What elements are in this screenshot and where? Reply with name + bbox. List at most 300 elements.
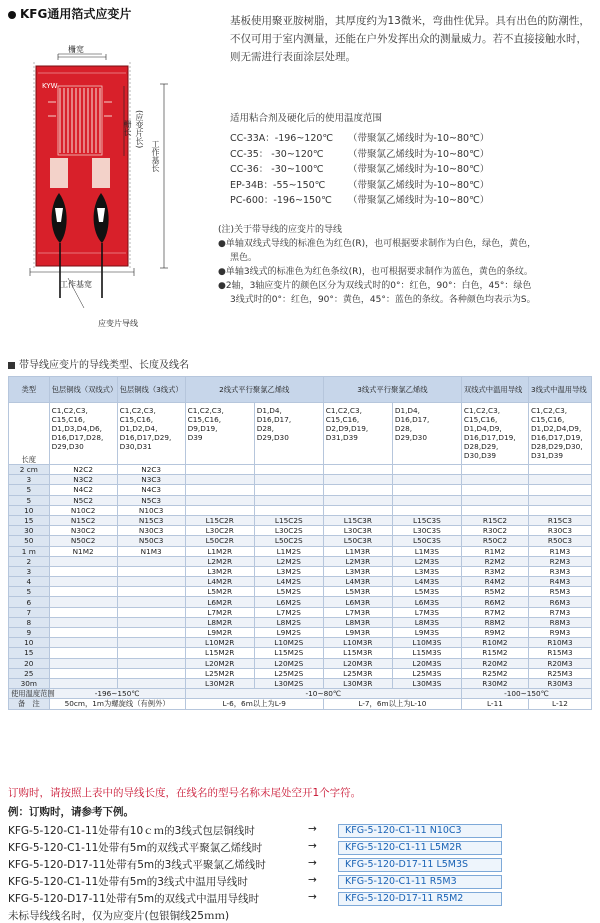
lead-code-cell: L9M3R (323, 628, 392, 638)
lead-code-cell: L4M3R (323, 577, 392, 587)
remark-cell: L-6，6m以上为L-9 (185, 699, 323, 709)
applicable-gauges: C1,C2,C3, C15,C16, D2,D9,D19, D31,D39 (323, 403, 392, 465)
table-row (9, 495, 592, 505)
note-1-continued: 黑色。 (230, 253, 258, 263)
table-row (9, 668, 592, 678)
lead-code-cell (323, 475, 392, 485)
lead-code-cell (117, 607, 185, 617)
lead-code-cell: L30C2S (254, 526, 323, 536)
lead-code-cell: L20M3R (323, 658, 392, 668)
lead-code-cell (392, 485, 461, 495)
lead-code-cell (117, 587, 185, 597)
length-cell: 5 (9, 485, 50, 495)
length-cell: 3 (9, 475, 50, 485)
group-header: 双线式中温用导线 (461, 377, 528, 403)
lead-code-cell (49, 638, 117, 648)
base-width-label: 工作基宽 (60, 280, 92, 289)
length-cell: 10 (9, 505, 50, 515)
order-instruction: 订购时，请按照上表中的导线长度，在线名的型号名称末尾处空开1个字符。 (8, 787, 362, 799)
lead-code-cell (49, 587, 117, 597)
note-2: ●单轴3线式的标准色为红色条纹(R)，也可根据要求制作为蓝色，黄色的条纹。 (218, 267, 533, 277)
lead-code-cell: L9M2R (185, 628, 254, 638)
lead-code-cell: N2C3 (117, 465, 185, 475)
svg-text:KYW: KYW (42, 82, 58, 90)
lead-code-cell: L5M2S (254, 587, 323, 597)
example-code: KFG-5-120-C1-11 R5M3 (338, 875, 502, 889)
length-cell: 4 (9, 577, 50, 587)
lead-code-cell: N4C3 (117, 485, 185, 495)
temp-range-cell: -100~150℃ (461, 689, 591, 699)
strain-gauge-diagram (30, 58, 170, 336)
lead-code-cell: N50C2 (49, 536, 117, 546)
lead-code-cell (117, 678, 185, 688)
pvc-range: （带聚氯乙烯线时为-10~80℃） (348, 195, 490, 206)
lead-code-cell: L15C3R (323, 515, 392, 525)
remark-cell: L-11 (461, 699, 528, 709)
lead-code-cell: R7M2 (461, 607, 528, 617)
lead-code-cell: L8M2R (185, 617, 254, 627)
pvc-range: （带聚氯乙烯线时为-10~80℃） (348, 133, 490, 144)
length-cell: 50 (9, 536, 50, 546)
lead-code-cell (528, 475, 591, 485)
arrow-icon: → (308, 874, 317, 886)
lead-code-cell (117, 628, 185, 638)
table-row (9, 515, 592, 525)
lead-code-cell: R5M3 (528, 587, 591, 597)
temperature-row (230, 146, 592, 162)
example-text: KFG-5-120-D17-11处带有5m的双线式中温用导线时 (8, 893, 260, 905)
lead-code-cell: R7M3 (528, 607, 591, 617)
lead-code-cell (49, 658, 117, 668)
lead-code-cell: R20M3 (528, 658, 591, 668)
grid-width-label: 栅宽 (68, 45, 84, 54)
lead-code-cell: R30M3 (528, 678, 591, 688)
lead-code-cell: L25M3R (323, 668, 392, 678)
length-cell: 5 (9, 495, 50, 505)
lead-code-cell (392, 475, 461, 485)
length-cell: 30m (9, 678, 50, 688)
lead-code-cell: N2C2 (49, 465, 117, 475)
example-text: KFG-5-120-C1-11处带有5m的3线式中温用导线时 (8, 876, 248, 888)
lead-code-cell: R25M2 (461, 668, 528, 678)
lead-code-cell: L8M3R (323, 617, 392, 627)
grid-length-label: 栅长 (123, 120, 132, 136)
lead-code-cell: L50C3S (392, 536, 461, 546)
example-text: KFG-5-120-D17-11处带有5m的3线式平聚氯乙烯线时 (8, 859, 266, 871)
lead-code-cell: L5M3R (323, 587, 392, 597)
table-row (9, 526, 592, 536)
length-cell: 10 (9, 638, 50, 648)
lead-code-cell: R30C3 (528, 526, 591, 536)
base-length-dimension (160, 84, 168, 268)
lead-code-cell: L30M2R (185, 678, 254, 688)
lead-code-cell: N30C3 (117, 526, 185, 536)
pvc-range: （带聚氯乙烯线时为-10~80℃） (348, 164, 490, 175)
lead-code-cell (49, 607, 117, 617)
lead-code-cell: L10M2S (254, 638, 323, 648)
lead-code-cell (185, 485, 254, 495)
table-row (9, 607, 592, 617)
temp-range-cell: -10~80℃ (185, 689, 461, 699)
lead-code-cell: L3M3S (392, 566, 461, 576)
lead-code-cell: L50C2S (254, 536, 323, 546)
lead-code-cell: R20M2 (461, 658, 528, 668)
lead-code-cell: L30M3R (323, 678, 392, 688)
lead-code-cell (117, 566, 185, 576)
lead-code-cell (185, 475, 254, 485)
example-text: KFG-5-120-C1-11处带有5m的双线式平聚氯乙烯线时 (8, 842, 263, 854)
lead-code-cell: N5C2 (49, 495, 117, 505)
length-cell: 1 m (9, 546, 50, 556)
remark-cell: 备 注 (9, 699, 50, 709)
lead-code-cell: R30C2 (461, 526, 528, 536)
table-row (9, 577, 592, 587)
grid-width-dimension (58, 54, 106, 60)
pvc-range: （带聚氯乙烯线时为-10~80℃） (348, 179, 490, 191)
adhesive-range: CC-36： -30~100℃ (230, 164, 324, 175)
lead-code-cell: R50C3 (528, 536, 591, 546)
lead-code-cell (392, 505, 461, 515)
lead-code-cell (185, 465, 254, 475)
lead-code-cell: R3M3 (528, 566, 591, 576)
lead-code-cell (461, 485, 528, 495)
order-example (8, 874, 592, 891)
length-cell: 30 (9, 526, 50, 536)
lead-code-cell: L25M2S (254, 668, 323, 678)
grid-length-dimension (118, 86, 130, 156)
lead-code-cell: L15C2R (185, 515, 254, 525)
lead-code-cell: L4M3S (392, 577, 461, 587)
section-heading: 带导线应变片的导线类型、长度及线名 (8, 356, 189, 371)
page-title: KFG通用箔式应变片 (8, 5, 131, 22)
length-cell: 2 cm (9, 465, 50, 475)
lead-code-cell: R6M2 (461, 597, 528, 607)
lead-code-cell: R8M3 (528, 617, 591, 627)
lead-code-cell: N1M2 (49, 546, 117, 556)
applicable-gauges: D1,D4, D16,D17, D28, D29,D30 (392, 403, 461, 465)
lead-code-cell: R10M2 (461, 638, 528, 648)
lead-code-cell: L20M2S (254, 658, 323, 668)
lead-code-cell (254, 495, 323, 505)
lead-code-cell: L7M2S (254, 607, 323, 617)
applicable-gauges: C1,C2,C3, C15,C16, D1,D2,D4, D16,D17,D29, D30,D31 (117, 403, 185, 465)
example-text: KFG-5-120-C1-11处带有10ｃｍ的3线式包层铜线时 (8, 825, 255, 837)
lead-code-cell (49, 597, 117, 607)
temp-range-cell: 使用温度范围 (9, 689, 50, 699)
lead-code-cell (49, 668, 117, 678)
corner-type: 类型 (9, 377, 50, 403)
lead-code-cell: N3C3 (117, 475, 185, 485)
lead-code-cell: R30M2 (461, 678, 528, 688)
lead-code-cell: R25M3 (528, 668, 591, 678)
lead-code-cell (117, 617, 185, 627)
example-code: KFG-5-120-C1-11 N10C3 (338, 824, 502, 838)
lead-notes (218, 223, 592, 307)
lead-code-cell (117, 668, 185, 678)
applicable-gauges: C1,C2,C3, C15,C16, D1,D2,D4,D9, D16,D17,D19, D28,D29,D30, D31,D39 (528, 403, 591, 465)
lead-code-cell: L20M2R (185, 658, 254, 668)
lead-code-cell: L7M3R (323, 607, 392, 617)
temperature-row (230, 161, 592, 177)
length-cell: 25 (9, 668, 50, 678)
lead-code-cell: R50C2 (461, 536, 528, 546)
group-header: 包层铜线（双线式） (49, 377, 117, 403)
lead-code-cell: R15M3 (528, 648, 591, 658)
lead-code-cell: N15C2 (49, 515, 117, 525)
table-row (9, 658, 592, 668)
adhesive-range: PC-600：-196~150℃ (230, 195, 332, 206)
length-cell: 7 (9, 607, 50, 617)
order-section (8, 785, 592, 923)
lead-code-cell (461, 475, 528, 485)
lead-code-cell: L25M2R (185, 668, 254, 678)
length-cell: 15 (9, 648, 50, 658)
lead-code-cell: L25M3S (392, 668, 461, 678)
lead-code-cell: R10M3 (528, 638, 591, 648)
lead-code-cell: R1M2 (461, 546, 528, 556)
temperature-heading: 适用粘合剂及硬化后的使用温度范围 (230, 113, 383, 124)
lead-code-cell (323, 465, 392, 475)
lead-code-cell: L15C3S (392, 515, 461, 525)
lead-code-cell (117, 577, 185, 587)
applicable-gauges: C1,C2,C3, C15,C16, D1,D4,D9, D16,D17,D19, D28,D29, D30,D39 (461, 403, 528, 465)
arrow-icon: → (308, 823, 317, 835)
group-header: 包层铜线（3线式） (117, 377, 185, 403)
table-row (9, 638, 592, 648)
note-1: ●单轴双线式导线的标准色为红色(R)，也可根据要求制作为白色，绿色，黄色， (218, 239, 537, 249)
length-cell: 15 (9, 515, 50, 525)
pvc-range: （带聚氯乙烯线时为-10~80℃） (348, 148, 490, 160)
lead-code-cell: R1M3 (528, 546, 591, 556)
lead-code-cell: R4M2 (461, 577, 528, 587)
lead-code-cell: L3M2S (254, 566, 323, 576)
lead-code-cell: L6M3S (392, 597, 461, 607)
lead-code-cell: R2M3 (528, 556, 591, 566)
lead-code-cell (461, 505, 528, 515)
lead-code-cell: N15C3 (117, 515, 185, 525)
lead-code-cell: N10C2 (49, 505, 117, 515)
lead-code-cell: L10M2R (185, 638, 254, 648)
table-row (9, 597, 592, 607)
length-cell: 6 (9, 597, 50, 607)
lead-code-cell: R2M2 (461, 556, 528, 566)
lead-code-cell (528, 485, 591, 495)
lead-code-cell (528, 465, 591, 475)
remark-cell: 50cm，1m为螺旋线（有例外） (49, 699, 185, 709)
applicable-gauges: C1,C2,C3, C15,C16, D9,D19, D39 (185, 403, 254, 465)
applicable-gauges: D1,D4, D16,D17, D28, D29,D30 (254, 403, 323, 465)
note-3-continued: 3线式时的0°：红色，90°：黄色，45°：蓝色的条纹。各种颜色均表示为S。 (230, 295, 536, 305)
lead-code-cell: L10M3S (392, 638, 461, 648)
notes-heading: (注)关于带导线的应变片的导线 (218, 225, 343, 235)
adhesive-range: CC-35： -30~120℃ (230, 148, 324, 160)
lead-code-cell: R5M2 (461, 587, 528, 597)
lead-code-cell: L5M2R (185, 587, 254, 597)
lead-code-cell (323, 485, 392, 495)
lead-code-cell: R3M2 (461, 566, 528, 576)
lead-code-cell: L4M2S (254, 577, 323, 587)
lead-code-cell (528, 495, 591, 505)
lead-code-cell (49, 617, 117, 627)
lead-code-cell: L7M3S (392, 607, 461, 617)
example-code: KFG-5-120-D17-11 L5M3S (338, 858, 502, 872)
lead-code-cell: R8M2 (461, 617, 528, 627)
strain-gauge-drawing (30, 58, 170, 336)
lead-code-cell: N3C2 (49, 475, 117, 485)
lead-code-cell: R15M2 (461, 648, 528, 658)
lead-code-cell: L50C3R (323, 536, 392, 546)
lead-code-cell: L6M3R (323, 597, 392, 607)
lead-code-cell: L15M3S (392, 648, 461, 658)
lead-code-cell (117, 597, 185, 607)
table-row (9, 587, 592, 597)
lead-code-cell: L1M3S (392, 546, 461, 556)
example-code: KFG-5-120-C1-11 L5M2R (338, 841, 502, 855)
lead-code-cell (49, 566, 117, 576)
lead-code-cell: L2M3R (323, 556, 392, 566)
lead-code-cell (117, 658, 185, 668)
lead-code-cell: L9M2S (254, 628, 323, 638)
lead-code-cell (254, 475, 323, 485)
product-description: 基板使用聚亚胺树脂，其厚度约为13微米，弯曲性优异。具有出色的防潮性，不仅可用于室内测量，还能在户外发挥出众的测量威力。若不直接接触水时，则无需进行表面涂层处理。 (230, 15, 590, 63)
table-row (9, 465, 592, 475)
lead-code-cell: R4M3 (528, 577, 591, 587)
lead-code-cell: N30C2 (49, 526, 117, 536)
lead-code-cell: L30C3R (323, 526, 392, 536)
length-cell: 5 (9, 587, 50, 597)
lead-code-cell (254, 465, 323, 475)
lead-code-cell: L2M2S (254, 556, 323, 566)
corner-length: 长度 (9, 403, 50, 465)
length-cell: 8 (9, 617, 50, 627)
temperature-row (230, 192, 592, 208)
lead-code-cell (323, 495, 392, 505)
lead-code-cell: L30M2S (254, 678, 323, 688)
applicable-gauges: C1,C2,C3, C15,C16, D1,D3,D4,D6, D16,D17,D28, D29,D30 (49, 403, 117, 465)
lead-code-cell: R9M3 (528, 628, 591, 638)
lead-code-cell: R15C2 (461, 515, 528, 525)
table-row (9, 617, 592, 627)
lead-code-cell: L1M2S (254, 546, 323, 556)
temperature-row (230, 130, 592, 146)
table-row (9, 648, 592, 658)
lead-code-cell (49, 678, 117, 688)
arrow-icon: → (308, 857, 317, 869)
adhesive-range: CC-33A：-196~120℃ (230, 133, 334, 144)
lead-code-cell: L30C2R (185, 526, 254, 536)
lead-code-cell: L5M3S (392, 587, 461, 597)
lead-code-cell: N5C3 (117, 495, 185, 505)
lead-code-cell: L3M3R (323, 566, 392, 576)
lead-code-cell: L9M3S (392, 628, 461, 638)
length-cell: 9 (9, 628, 50, 638)
length-cell: 2 (9, 556, 50, 566)
lead-code-cell: L10M3R (323, 638, 392, 648)
lead-code-cell (528, 505, 591, 515)
table-row (9, 566, 592, 576)
example-code: KFG-5-120-D17-11 R5M2 (338, 892, 502, 906)
lead-code-cell (461, 465, 528, 475)
lead-code-cell (254, 505, 323, 515)
lead-code-cell: N1M3 (117, 546, 185, 556)
group-header: 3线式平行聚氯乙烯线 (323, 377, 461, 403)
lead-code-cell: N50C3 (117, 536, 185, 546)
remark-cell: L-7，6m以上为L-10 (323, 699, 461, 709)
lead-code-cell: L2M3S (392, 556, 461, 566)
lead-code-cell: L15M2S (254, 648, 323, 658)
lead-code-cell (392, 495, 461, 505)
order-example (8, 891, 592, 908)
order-example (8, 857, 592, 874)
order-example-heading: 例：订购时，请参考下例。 (8, 806, 134, 818)
group-header: 2线式平行聚氯乙烯线 (185, 377, 323, 403)
lead-code-cell: L6M2S (254, 597, 323, 607)
lead-code-cell: L30M3S (392, 678, 461, 688)
lead-code-cell (185, 505, 254, 515)
lead-code-cell (117, 638, 185, 648)
note-3: ●2轴，3轴应变片的颜色区分为双线式时的0°：红色，90°：白色，45°：绿色 (218, 281, 532, 291)
table-row (9, 505, 592, 515)
table-row (9, 546, 592, 556)
lead-code-cell: L6M2R (185, 597, 254, 607)
lead-code-cell: L20M3S (392, 658, 461, 668)
length-cell: 3 (9, 566, 50, 576)
adhesive-range: EP-34B：-55~150℃ (230, 179, 326, 191)
bullet-icon (8, 11, 16, 19)
base-length-label: 工作基长 (151, 140, 160, 172)
lead-wire-label: 应变片导线 (98, 319, 138, 328)
lead-code-cell: L15C2S (254, 515, 323, 525)
lead-code-cell: L2M2R (185, 556, 254, 566)
table-row (9, 475, 592, 485)
lead-code-cell: R15C3 (528, 515, 591, 525)
grid-length-sub-label: (应变片长) (135, 110, 144, 149)
lead-code-cell (392, 465, 461, 475)
lead-code-cell: L8M2S (254, 617, 323, 627)
remark-cell: L-12 (528, 699, 591, 709)
lead-code-cell: R6M3 (528, 597, 591, 607)
table-row (9, 556, 592, 566)
temp-range-cell: -196~150℃ (49, 689, 185, 699)
temperature-row (230, 177, 592, 193)
lead-code-cell: L1M2R (185, 546, 254, 556)
lead-code-cell (49, 577, 117, 587)
arrow-icon: → (308, 891, 317, 903)
lead-code-cell: N4C2 (49, 485, 117, 495)
order-last-note: 未标导线线名时，仅为应变片(包银铜线25ｍｍ) (8, 910, 230, 922)
lead-code-cell: L30C3S (392, 526, 461, 536)
lead-code-cell (49, 648, 117, 658)
table-row (9, 485, 592, 495)
square-bullet-icon (8, 362, 15, 369)
table-row (9, 536, 592, 546)
lead-code-cell (117, 556, 185, 566)
group-header: 3线式中温用导线 (528, 377, 591, 403)
lead-code-cell: L3M2R (185, 566, 254, 576)
lead-code-cell (461, 495, 528, 505)
lead-code-cell: L15M2R (185, 648, 254, 658)
lead-code-cell (49, 556, 117, 566)
temperature-range-block (230, 110, 592, 208)
lead-code-cell: L1M3R (323, 546, 392, 556)
lead-code-cell: L4M2R (185, 577, 254, 587)
table-row (9, 628, 592, 638)
lead-code-cell: L8M3S (392, 617, 461, 627)
lead-code-cell (254, 485, 323, 495)
arrow-icon: → (308, 840, 317, 852)
length-cell: 20 (9, 658, 50, 668)
lead-code-cell: L7M2R (185, 607, 254, 617)
